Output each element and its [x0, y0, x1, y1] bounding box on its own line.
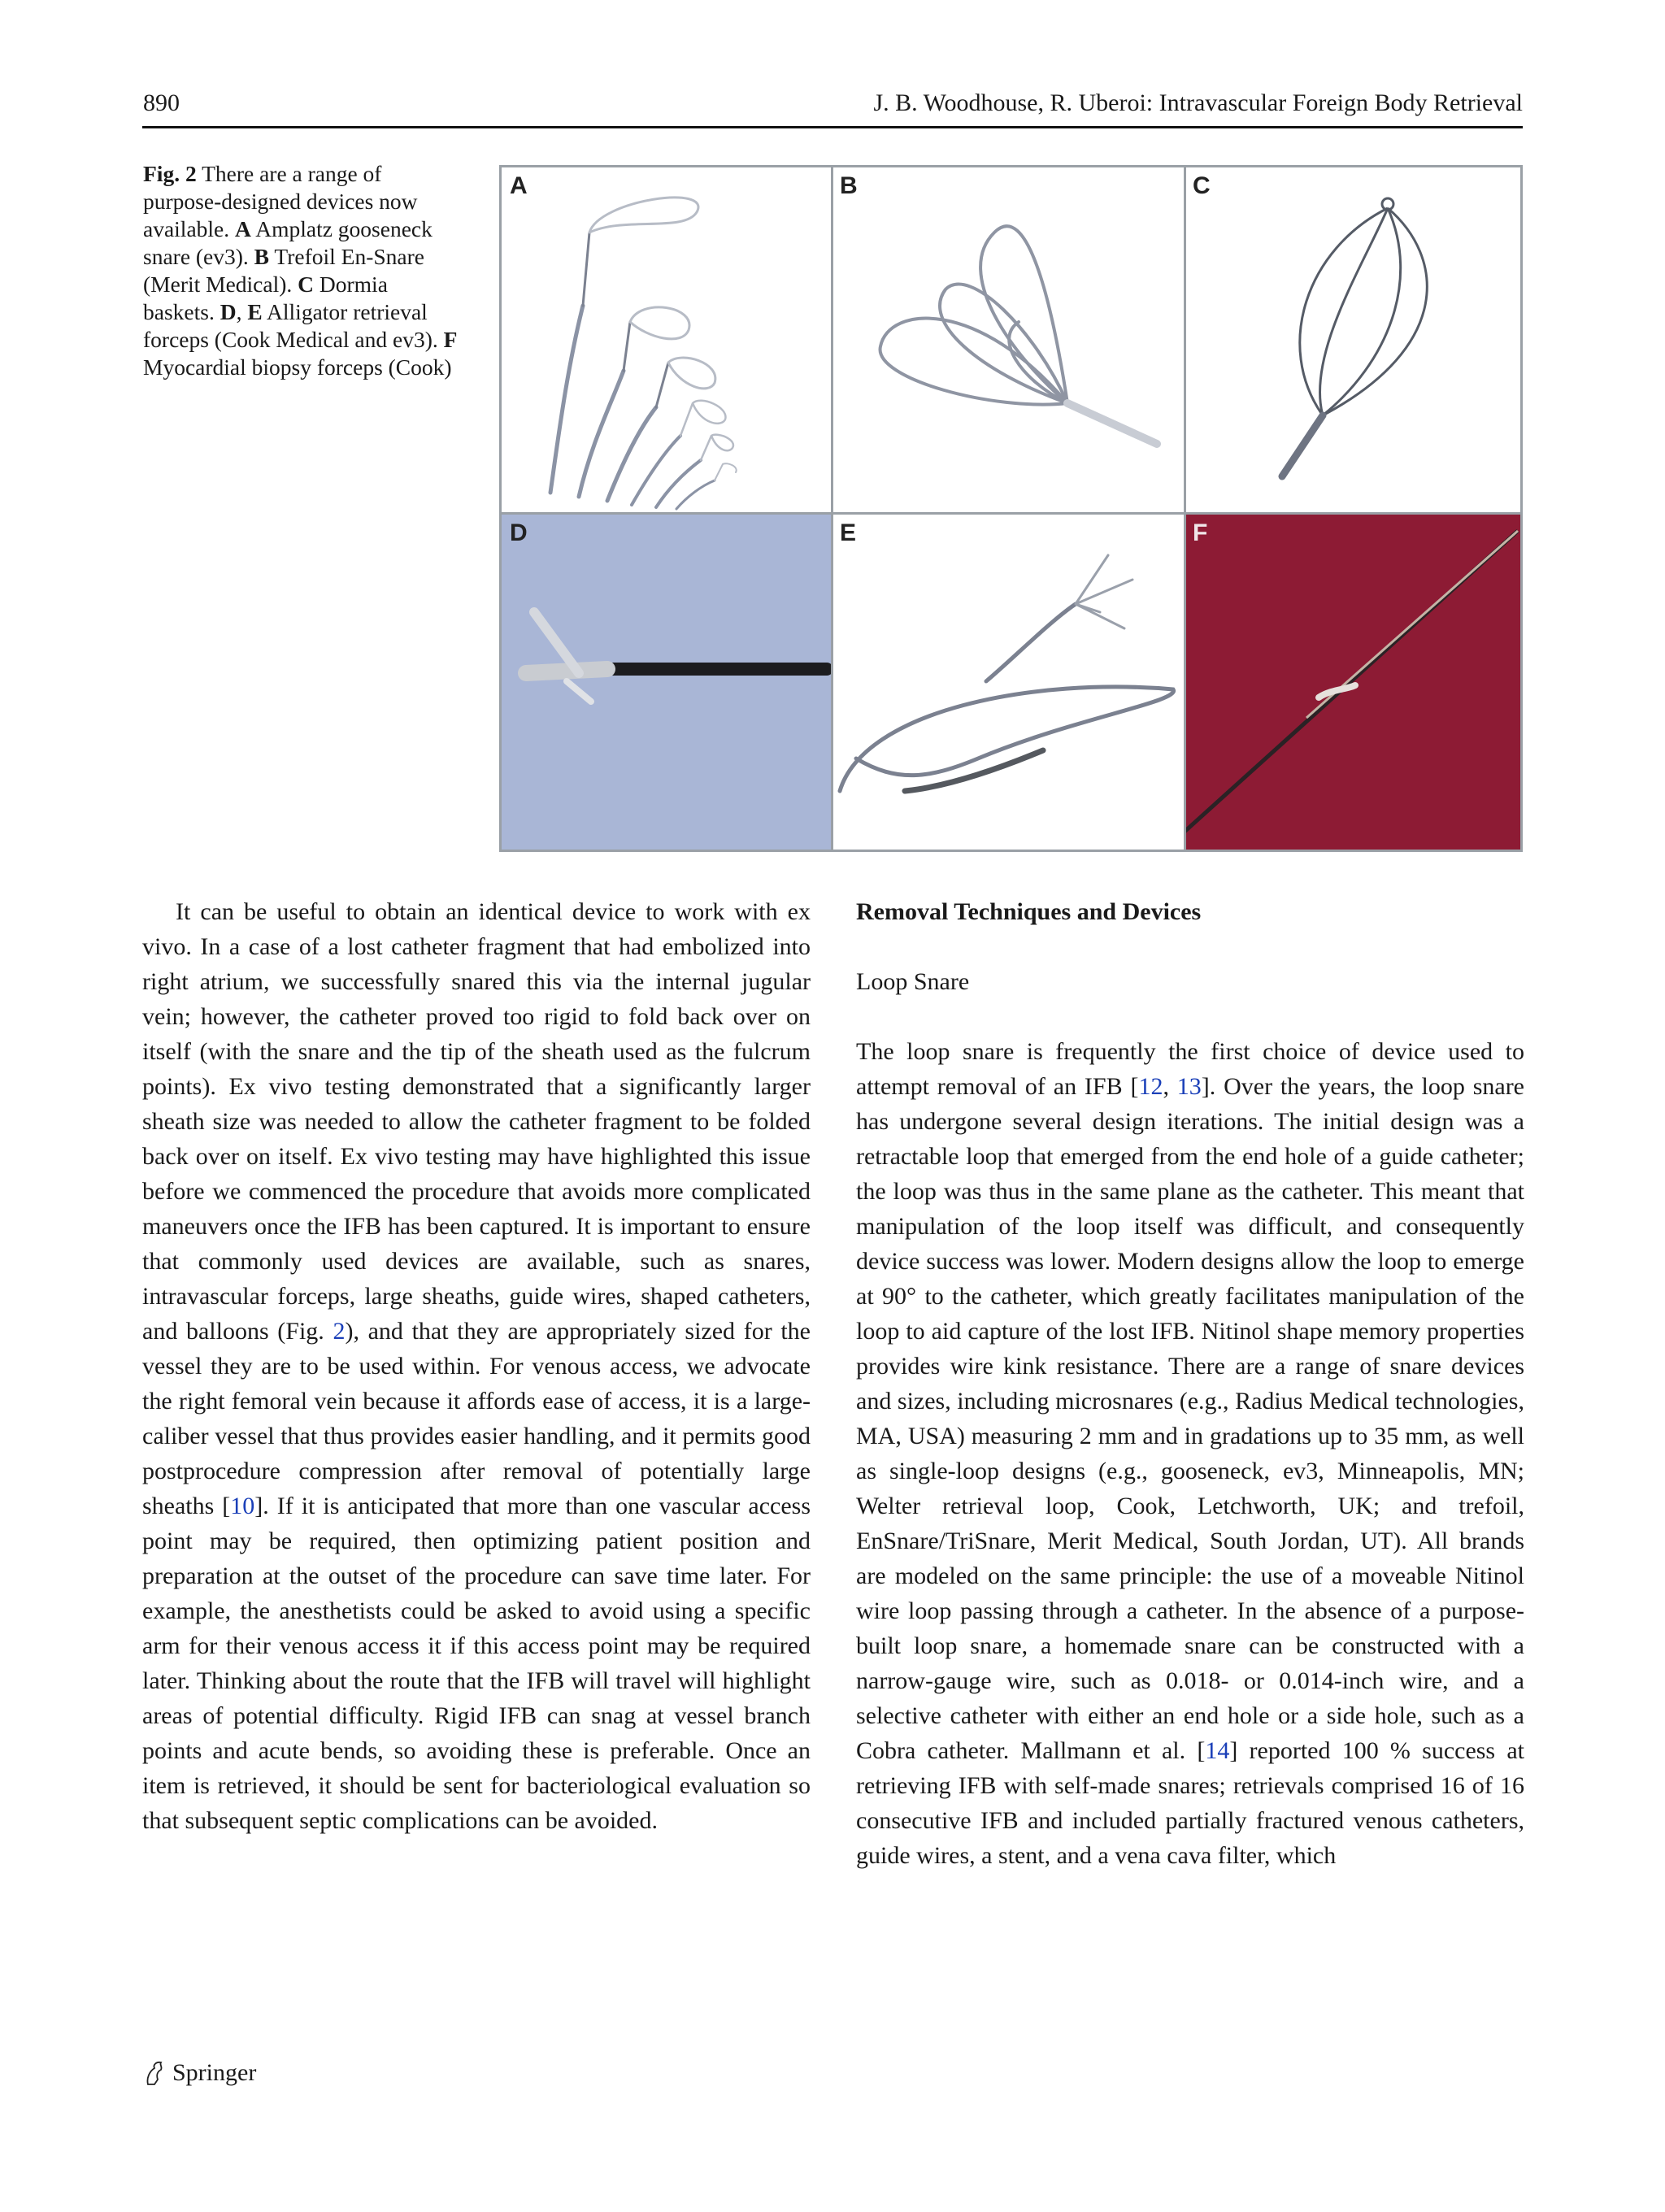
citation-link[interactable]: 14: [1205, 1737, 1230, 1764]
caption-text: Myocardial biopsy forceps (Cook): [143, 354, 452, 380]
caption-text: There are a range of purpose-designed devices now available.: [143, 161, 418, 241]
alligator-forceps-image: [502, 515, 832, 850]
caption-text: Amplatz gooseneck snare (ev3).: [143, 216, 433, 269]
panel-e: [832, 515, 1185, 850]
caption-text: Dormia baskets.: [143, 272, 388, 324]
caption-text: Alligator retrieval forceps (Cook Medical and ev3).: [143, 299, 444, 352]
springer-horse-icon: [143, 2060, 167, 2086]
running-head: J. B. Woodhouse, R. Uberoi: Intravascular Foreign Body Retrieval: [873, 89, 1523, 116]
biopsy-forceps-image: [1185, 515, 1520, 850]
figure-grid: [499, 165, 1523, 852]
trefoil-snare-image: [832, 167, 1185, 513]
right-column: [856, 894, 1524, 1873]
citation-link[interactable]: 12: [1138, 1073, 1163, 1100]
left-column: [142, 894, 811, 1838]
publisher-name: Springer: [172, 2059, 257, 2086]
panel-b: [832, 167, 1185, 513]
section-heading: Removal Techniques and Devices: [856, 898, 1202, 925]
citation-link[interactable]: 13: [1176, 1073, 1202, 1100]
subsection-heading: Loop Snare: [856, 968, 970, 995]
panel-a: [502, 167, 832, 513]
panel-label-c: C: [1193, 172, 1211, 199]
caption-panel-letter: A: [235, 216, 251, 241]
body-text: ]. Over the years, the loop snare has undergone several design iterations. The initial design was a retractable loop that emerged from the end hole of a guide catheter; the loop was thus in the same plane as the catheter. This meant that manipulation of the loop itself was difficult, and consequently device success was lower. Modern designs allow the loop to emerge at 90° to the catheter, which greatly facilitates manipulation of the loop to aid capture of the lost IFB. Nitinol shape memory properties provides wire kink resistance. There are a range of snare devices and sizes, including microsnares (e.g., Radius Medical technologies, MA, USA) measuring 2 mm and in gradations up to 35 mm, as well as single-loop designs (e.g., gooseneck, ev3, Minneapolis, MN; Welter retrieval loop, Cook, Letchworth, UK; and trefoil, EnSnare/TriSnare, Merit Medical, South Jordan, UT). All brands are modeled on the same principle: the use of a moveable Nitinol wire loop passing through a catheter. In the absence of a purpose-built loop snare, a homemade snare can be constructed with a narrow-gauge wire, such as 0.018- or 0.014-inch wire, and a selective catheter with either an end hole or a side hole, such as a Cobra catheter. Mallmann et al. [: [856, 1073, 1524, 1764]
panel-label-a: A: [510, 172, 528, 199]
panel-label-e: E: [840, 519, 857, 546]
panel-f: [1185, 515, 1520, 850]
citation-link[interactable]: 2: [333, 1318, 346, 1345]
figure-caption: [143, 160, 460, 381]
caption-text: ,: [236, 299, 248, 324]
panel-c: [1185, 167, 1520, 513]
dormia-basket-image: [1185, 167, 1520, 513]
caption-body: [143, 161, 457, 380]
panel-label-d: D: [510, 519, 528, 546]
caption-panel-letter: E: [247, 299, 263, 324]
caption-panel-letter: C: [298, 272, 315, 297]
body-text: ] reported 100 % success at retrieving IFB with self-made snares; retrievals comprised 16 of 16 consecutive IFB and included partially fractured venous catheters, guide wires, a stent, and a vena cava filter, which: [856, 1737, 1524, 1869]
page-number: 890: [143, 89, 180, 116]
caption-panel-letter: D: [220, 299, 237, 324]
footer: [143, 2059, 256, 2087]
caption-text: Trefoil En-Snare (Merit Medical).: [143, 244, 424, 297]
body-text: It can be useful to obtain an identical device to work with ex vivo. In a case of a lost catheter fragment that had embolized into right atrium, we successfully snared this via the internal jugular vein; however, the catheter proved too rigid to fold back over on itself (with the snare and the tip of the sheath used as the fulcrum points). Ex vivo testing demonstrated that a significantly larger sheath size was needed to allow the catheter fragment to be folded back over on itself. Ex vivo testing may have highlighted this issue before we commenced the procedure that avoids more complicated maneuvers once the IFB has been captured. It is important to ensure that commonly used devices are available, such as snares, intravascular forceps, large sheaths, guide wires, shaped catheters, and balloons (Fig.: [142, 898, 811, 1345]
panel-divider: [1184, 515, 1186, 850]
panel-label-b: B: [840, 172, 858, 199]
body-text: ]. If it is anticipated that more than one vascular access point may be required, then optimizing patient position and preparation at the outset of the procedure can save time later. For example, the anesthetists could be asked to avoid using a specific arm for their venous access it if this access point may be required later. Thinking about the route that the IFB will travel will highlight areas of potential difficulty. Rigid IFB can snag at vessel branch points and acute bends, so avoiding these is preferable. Once an item is retrieved, it should be sent for bacteriological evaluation so that subsequent septic complications can be avoided.: [142, 1493, 811, 1834]
body-text: ), and that they are appropriately sized for the vessel they are to be used within. For venous access, we advocate the right femoral vein because it affords ease of access, it is a large-caliber vessel that thus provides easier handling, and it permits good postprocedure compression after removal of potentially large sheaths [: [142, 1318, 811, 1519]
panel-divider: [831, 515, 833, 850]
body-paragraph: [142, 894, 811, 1838]
panel-d: [502, 515, 832, 850]
alligator-forceps-coil-image: [832, 515, 1185, 850]
header-rule: [142, 126, 1523, 128]
gooseneck-snare-image: [502, 167, 832, 513]
body-text: ,: [1163, 1073, 1177, 1100]
citation-link[interactable]: 10: [230, 1493, 255, 1519]
body-paragraph: [856, 1034, 1524, 1873]
body-text: The loop snare is frequently the first choice of device used to attempt removal of an IFB [: [856, 1038, 1524, 1100]
figure-label: Fig. 2: [143, 161, 197, 186]
caption-panel-letter: F: [443, 327, 458, 352]
panel-label-f: F: [1193, 519, 1208, 546]
caption-panel-letter: B: [254, 244, 270, 269]
